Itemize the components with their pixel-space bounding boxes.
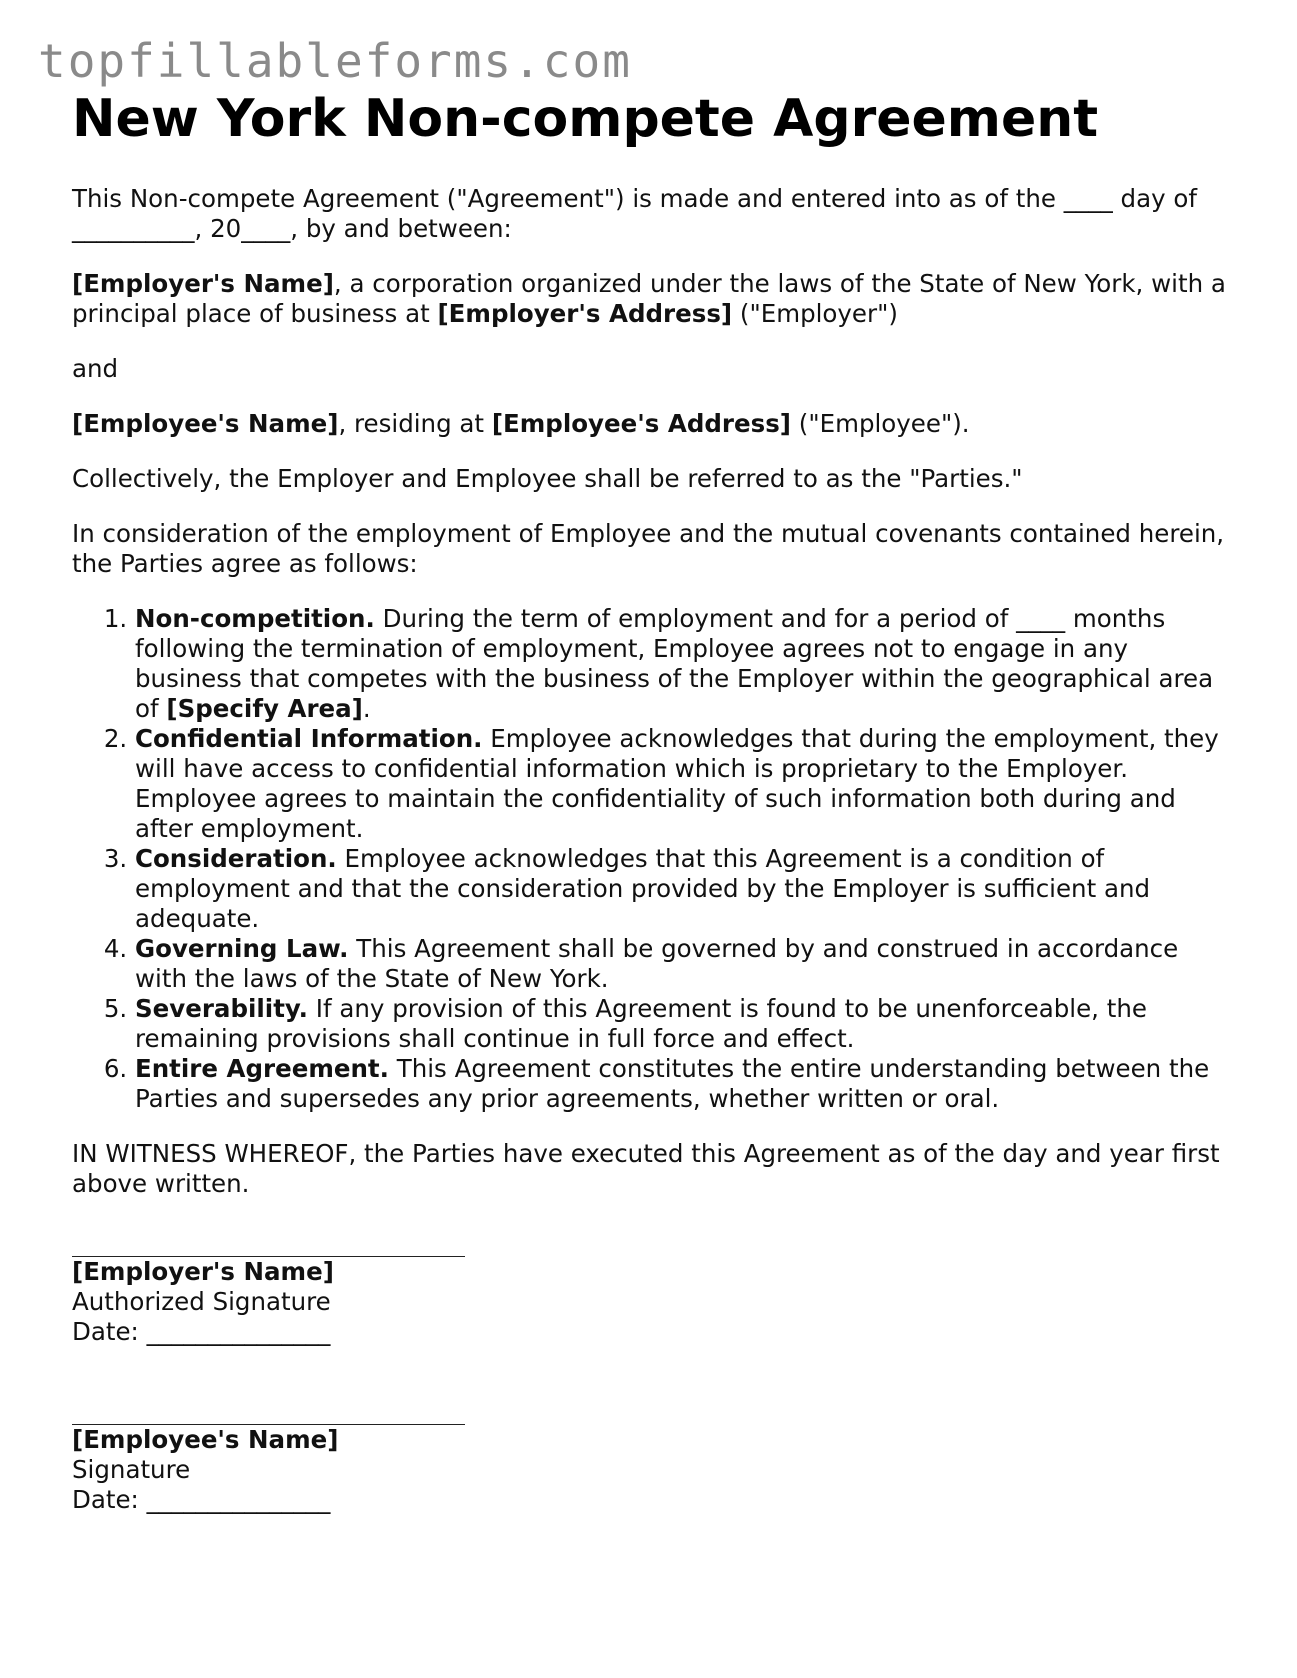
employer-signature-role: Authorized Signature [72,1286,331,1316]
employer-address-placeholder: [Employer's Address] [437,298,733,328]
clause-text: This Agreement shall be governed by and construed in accordance with the laws of the State of New York. [135,933,1179,993]
employer-party-suffix: ("Employer") [732,298,898,328]
clause-text: Employee acknowledges that this Agreement is a condition of employment and that the consideration provided by the Employer is sufficient and adequate. [135,843,1151,933]
clause-heading: Entire Agreement. [135,1053,389,1083]
employee-party-suffix: ("Employee"). [790,408,970,438]
employee-signature-date[interactable]: Date: _______________ [72,1484,331,1514]
clause-item [135,994,1232,1054]
collectively-paragraph: Collectively, the Employer and Employee shall be referred to as the "Parties." [72,463,1023,493]
intro-paragraph: This Non-compete Agreement ("Agreement") is made and entered into as of the ____ day of __________, 20____, by and between: [72,183,1198,243]
employer-signature-name: [Employer's Name] [72,1256,334,1286]
witness-paragraph: IN WITNESS WHEREOF, the Parties have executed this Agreement as of the day and year first above written. [72,1138,1220,1198]
page-title: New York Non-compete Agreement [72,89,1099,149]
employer-name-placeholder: [Employer's Name] [72,268,334,298]
clause-heading: Consideration. [135,843,337,873]
clause-list [72,604,1232,1114]
employee-signature-line[interactable] [72,1402,465,1425]
clause-heading: Confidential Information. [135,723,483,753]
employee-signature-name: [Employee's Name] [72,1424,339,1454]
employee-address-placeholder: [Employee's Address] [491,408,791,438]
document-page [72,90,1232,1515]
employer-signature-line[interactable] [72,1234,465,1257]
clause-text: During the term of employment and for a period of ____ months following the termination of employment, Employee agrees not to engage in any business that competes with the business of the Employer within the geographical area of [135,603,1214,723]
employee-party-text: , residing at [338,408,492,438]
watermark: topfillableforms.com [38,34,632,88]
employee-signature-block [72,1402,1232,1515]
employee-signature-role: Signature [72,1454,191,1484]
area-placeholder: [Specify Area] [166,693,363,723]
clause-tail: . [362,693,371,723]
clause-item [135,604,1232,724]
employee-name-placeholder: [Employee's Name] [72,408,339,438]
clause-text: Employee acknowledges that during the employment, they will have access to confidential information which is proprietary to the Employer. Employee agrees to maintain the confidentiality of such information both during and after employment. [135,723,1219,843]
clause-item [135,724,1232,844]
employer-party-paragraph [72,269,1232,329]
clause-heading: Governing Law. [135,933,349,963]
employer-signature-block [72,1234,1232,1347]
consideration-intro-paragraph: In consideration of the employment of Employee and the mutual covenants contained herein, the Parties agree as follows: [72,518,1225,578]
employee-party-paragraph [72,409,1232,439]
clause-item [135,934,1232,994]
clause-item [135,1054,1232,1114]
and-paragraph: and [72,353,119,383]
employer-party-text: , a corporation organized under the laws of the State of New York, with a principal place of business at [72,268,1226,328]
clause-heading: Severability. [135,993,308,1023]
employer-signature-date[interactable]: Date: _______________ [72,1316,331,1346]
clause-text: If any provision of this Agreement is found to be unenforceable, the remaining provisions shall continue in full force and effect. [135,993,1147,1053]
clause-heading: Non-competition. [135,603,375,633]
clause-text: This Agreement constitutes the entire understanding between the Parties and supersedes any prior agreements, whether written or oral. [135,1053,1210,1113]
clause-item [135,844,1232,934]
